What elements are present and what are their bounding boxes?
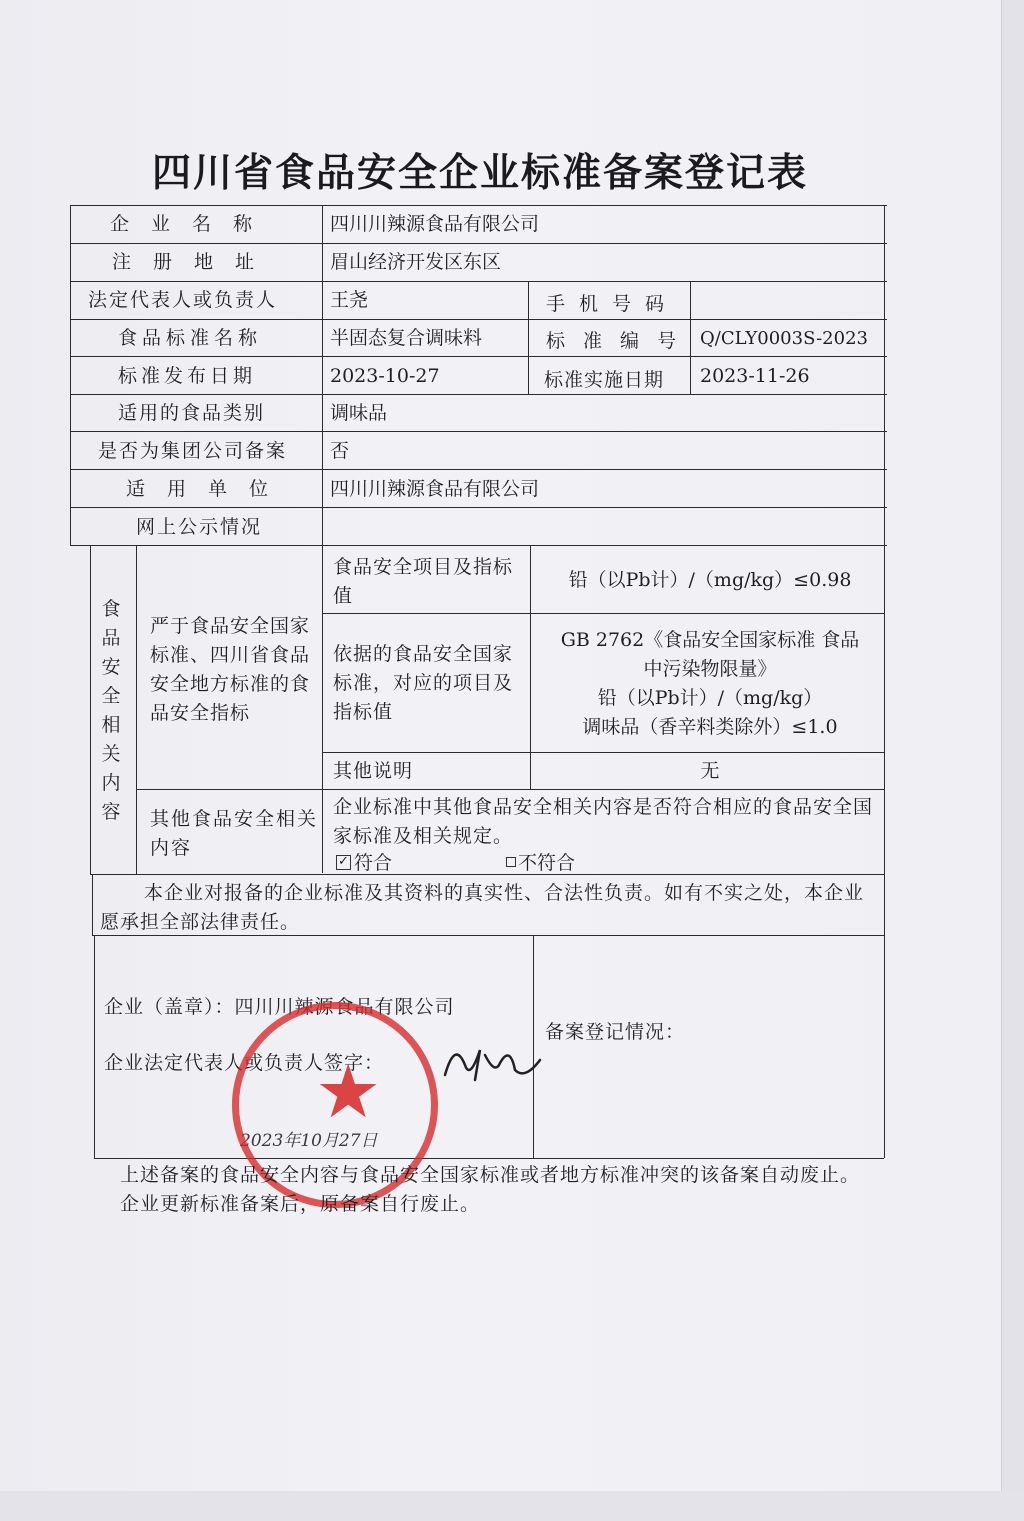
std-no-label: 标准编号 [546, 330, 695, 352]
other-note-value: 无 [700, 760, 720, 782]
category-label: 适用的食品类别 [118, 402, 266, 424]
other-content-label: 其他食品安全相关内容 [150, 808, 319, 859]
applicable-unit-value: 四川川辣源食品有限公司 [330, 478, 540, 500]
std-name-value: 半固态复合调味料 [330, 327, 483, 349]
seal-label: 企业（盖章）：四川川辣源食品有限公司 [104, 996, 455, 1018]
basis-line-1: GB 2762《食品安全国家标准 食品 [560, 629, 860, 651]
online-publicity-label: 网上公示情况 [136, 516, 263, 538]
filing-status-label: 备案登记情况： [545, 1021, 686, 1043]
std-no-value: Q/CLY0003S-2023 [700, 328, 868, 349]
rep-sign-label: 企业法定代表人或负责人签字： [104, 1052, 385, 1074]
sign-date: 2023年10月27日 [240, 1131, 378, 1151]
option-compliant[interactable] [336, 849, 392, 877]
checkbox-empty-icon[interactable] [506, 857, 516, 867]
checkbox-checked-icon[interactable]: ✓ [336, 855, 351, 870]
basis-standard-label: 依据的食品安全国家标准，对应的项目及指标值 [333, 643, 514, 723]
basis-line-4: 调味品（香辛料类除外）≤1.0 [582, 716, 838, 738]
pub-date-value: 2023-10-27 [330, 365, 440, 387]
option-compliant-label: 符合 [354, 852, 393, 874]
safety-item-value: 铅（以Pb计）/（mg/kg）≤0.98 [568, 569, 852, 591]
std-name-label: 食品标准名称 [118, 327, 263, 349]
option-noncompliant-label: 不符合 [518, 852, 576, 874]
category-value: 调味品 [330, 402, 388, 424]
impl-date-value: 2023-11-26 [700, 365, 810, 387]
safety-side-label: 食品安全相关内容 [101, 598, 121, 823]
form-title: 四川省食品安全企业标准备案登记表 [151, 151, 808, 196]
address-value: 眉山经济开发区东区 [330, 251, 502, 273]
group-filing-label: 是否为集团公司备案 [98, 440, 288, 462]
declaration-text: 本企业对报备的企业标准及其资料的真实性、合法性负责。如有不实之处，本企业愿承担全部法律责任。 [100, 882, 865, 933]
group-filing-value: 否 [330, 440, 350, 462]
legal-rep-label: 法定代表人或负责人 [88, 289, 278, 311]
footnote-text: 上述备案的食品安全内容与食品安全国家标准或者地方标准冲突的该备案自动废止。企业更新标准备案后，原备案自行废止。 [120, 1164, 861, 1215]
company-name-label: 企业名称 [110, 213, 275, 235]
other-note-label: 其他说明 [333, 760, 414, 782]
handwritten-signature [435, 1035, 545, 1090]
phone-label: 手机号码 [546, 293, 679, 315]
basis-line-2: 中污染物限量》 [643, 658, 777, 680]
other-content-text: 企业标准中其他食品安全相关内容是否符合相应的食品安全国家标准及相关规定。 [333, 796, 874, 847]
basis-line-3: 铅（以Pb计）/（mg/kg） [597, 687, 823, 709]
seal-star-icon: ★ [315, 1049, 382, 1135]
safety-item-label: 食品安全项目及指标值 [333, 556, 514, 607]
strict-indicators-label: 严于食品安全国家标准、四川省食品安全地方标准的食品安全指标 [150, 615, 311, 724]
company-name-value: 四川川辣源食品有限公司 [330, 213, 540, 235]
address-label: 注册地址 [112, 251, 277, 273]
pub-date-label: 标准发布日期 [118, 365, 257, 387]
legal-rep-value: 王尧 [330, 289, 369, 311]
option-noncompliant[interactable] [506, 849, 575, 877]
impl-date-label: 标准实施日期 [544, 369, 665, 391]
applicable-unit-label: 适用单位 [126, 478, 291, 500]
